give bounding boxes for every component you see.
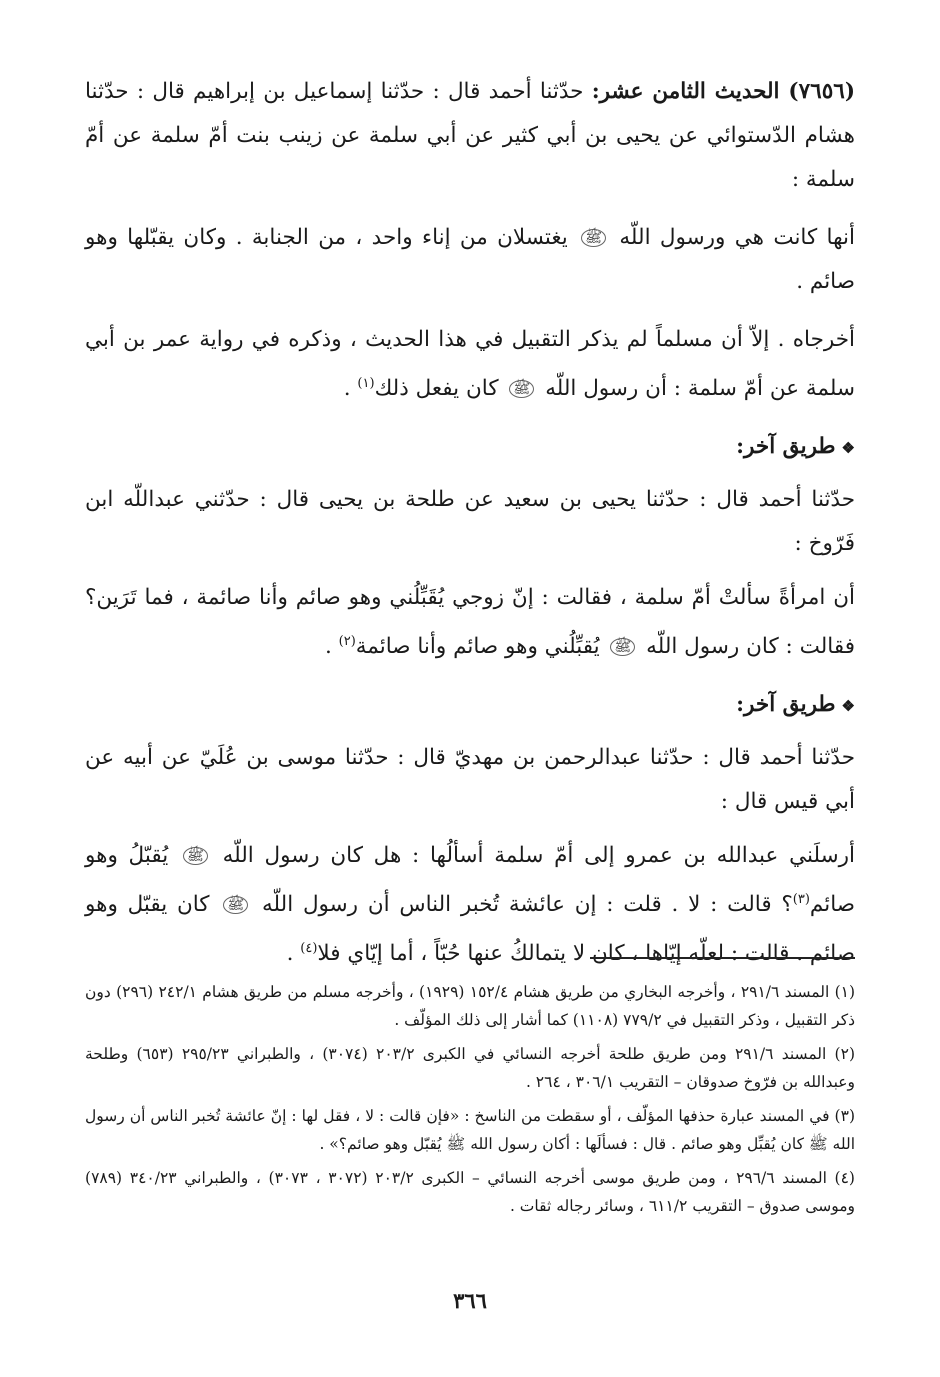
hadith-title: (٧٦٥٦) الحديث الثامن عشر: — [591, 79, 855, 104]
footnotes — [85, 978, 855, 1226]
footnote-ref-2: (٢) — [338, 634, 356, 650]
paragraph-matn — [85, 216, 855, 304]
diamond-icon: ❖ — [841, 697, 855, 716]
takhrij-end: . — [343, 376, 358, 402]
page-number: ٣٦٦ — [453, 1288, 487, 1313]
matn3-text-b: يُقبّلُ وهو صائم — [85, 843, 856, 918]
salawat-icon: ﷺ — [610, 638, 635, 656]
footnote-4: (٤) المسند ٢٩٦/٦ ، ومن طريق موسى أخرجه النسائي – الكبرى ٢٠٣/٢ (٣٠٧٢ ، ٣٠٧٣) ، والطبراني ٣٤٠/٢٣ (٧٨٩) وموسى صدوق – التقريب ٦١١/٢ ، وسائر رجاله ثقات . — [85, 1169, 855, 1215]
footnote-2: (٢) المسند ٢٩١/٦ ومن طريق طلحة أخرجه النسائي في الكبرى ٢٠٣/٢ (٣٠٧٤) ، والطبراني ٢٩٥/٢٣ (٦٥٣) وطلحة وعبدالله بن فرّوخ صدوقان – التقريب ٣٠٦/١ ، ٢٦٤ . — [85, 1045, 855, 1091]
footnote-ref-1: (١) — [357, 376, 375, 391]
matn3-end: . — [286, 941, 301, 967]
matn2-text-b: يُقبِّلُني وهو صائم وأنا صائمة — [355, 634, 600, 660]
paragraph-matn-3 — [85, 834, 855, 976]
matn3-text-d: كان يقبّل وهو صائم . قالت : لعلّه إيّاها ، كان لا يتمالكُ عنها حُبّاً ، أما إيّاي فلا — [85, 892, 855, 967]
footnote-3: (٣) في المسند عبارة حذفها المؤلّف ، أو سقطت من الناسخ : «فإن قالت : لا ، فقل لها : إنّ عائشة تُخبر الناس أن رسول الله ﷺ كان يُقبِّل وهو صائم . قال : فسألَها : أكان رسول الله ﷺ يُقبّل وهو صائم؟» . — [85, 1107, 855, 1153]
matn3-text-a: أرسلَني عبدالله بن عمرو إلى أمّ سلمة أسألُها : هل كان رسول اللّه — [222, 843, 855, 869]
main-text — [85, 70, 855, 991]
takhrij-text-b: كان يفعل ذلك — [374, 376, 499, 402]
matn-text-a: أنها كانت هي ورسول اللّه — [619, 225, 855, 250]
section-heading-1 — [85, 425, 855, 470]
takhrij-text-a: أخرجاه . إلاّ أن مسلماً لم يذكر التقبيل في هذا الحديث ، وذكره في رواية عمر بن أبي سلمة عن أمّ سلمة : أن رسول اللّه — [85, 327, 855, 402]
matn3-text-c: ؟ قالت : لا . قلت : إن عائشة تُخبر الناس أن رسول اللّه — [262, 892, 793, 918]
footnote-separator — [590, 957, 855, 959]
paragraph-hadith-18 — [85, 70, 855, 202]
diamond-icon: ❖ — [841, 439, 855, 458]
salawat-icon: ﷺ — [581, 229, 606, 247]
section-heading-2 — [85, 683, 855, 728]
hadith-isnad: حدّثنا أحمد قال : حدّثنا إسماعيل بن إبراهيم قال : حدّثنا هشام الدّستوائي عن يحيى بن أبي كثير عن أبي سلمة عن زينب بنت أمّ سلمة عن أمّ سلمة : — [85, 79, 855, 192]
paragraph-takhrij — [85, 318, 855, 411]
heading-text: طريق آخر: — [736, 692, 836, 718]
matn2-text-a: أن امرأةً سألتْ أمّ سلمة ، فقالت : إنّ زوجي يُقَبِّلُني وهو صائم وأنا صائمة ، فما تَرَين؟ فقالت : كان رسول اللّه — [85, 585, 855, 660]
salawat-icon: ﷺ — [223, 896, 248, 914]
matn-text-b: يغتسلان من إناء واحد ، من الجنابة . وكان يقبّلها وهو صائم . — [85, 225, 855, 294]
heading-text: طريق آخر: — [736, 434, 836, 460]
salawat-icon: ﷺ — [509, 380, 534, 398]
paragraph-matn-2 — [85, 576, 855, 669]
footnote-ref-3: (٣) — [792, 892, 810, 908]
footnote-ref-4: (٤) — [300, 941, 318, 957]
footnote-1: (١) المسند ٢٩١/٦ ، وأخرجه البخاري من طريق هشام ١٥٢/٤ (١٩٢٩) ، وأخرجه مسلم من طريق هشام ٢٤٢/١ (٢٩٦) دون ذكر التقبيل ، وذكر التقبيل في ٧٧٩/٢ (١١٠٨) كما أشار إلى ذلك المؤلّف . — [85, 983, 856, 1029]
paragraph-isnad-3: حدّثنا أحمد قال : حدّثنا عبدالرحمن بن مهديّ قال : حدّثنا موسى بن عُلَيّ عن أبيه عن أبي قيس قال : — [85, 745, 855, 815]
paragraph-isnad-2: حدّثنا أحمد قال : حدّثنا يحيى بن سعيد عن طلحة بن يحيى قال : حدّثني عبداللّه ابن فَرّوخ : — [85, 487, 855, 557]
salawat-icon: ﷺ — [183, 847, 208, 865]
matn2-end: . — [324, 634, 339, 660]
